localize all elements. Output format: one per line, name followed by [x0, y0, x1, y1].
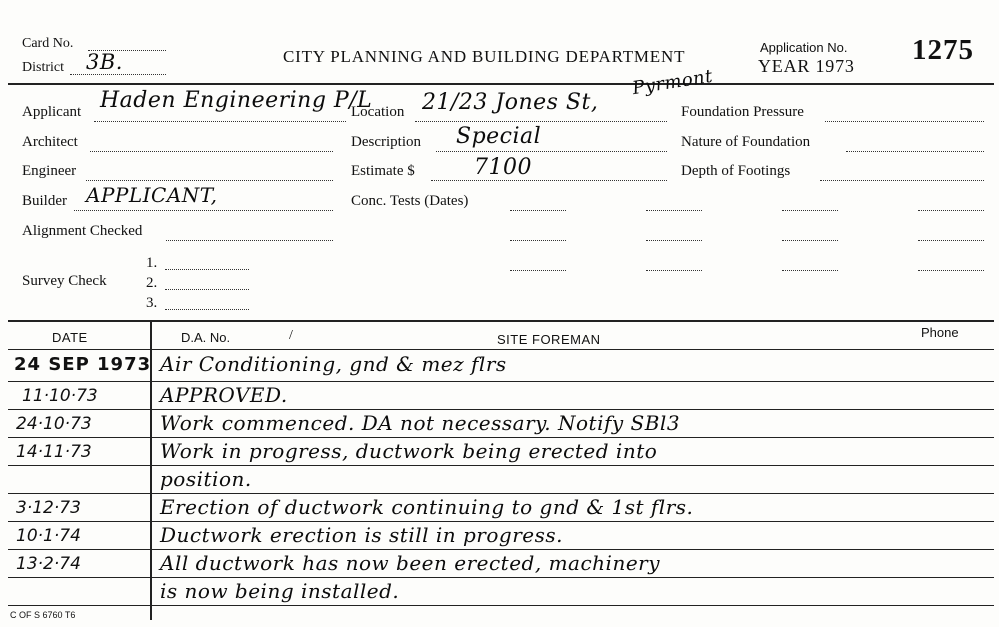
alignment-label: Alignment Checked: [22, 223, 143, 239]
district-label: District: [22, 60, 64, 75]
survey-2-dots: [165, 289, 249, 290]
year-label: YEAR 1973: [758, 56, 855, 76]
log-entry-text: Air Conditioning, gnd & mez flrs: [160, 352, 507, 376]
log-entry-date: 11·10·73: [22, 386, 98, 406]
row-rule-3: [8, 437, 994, 438]
survey-label: Survey Check: [22, 273, 107, 289]
row-rule-8: [8, 577, 994, 578]
nature-foundation-dots: [846, 151, 984, 152]
log-entry-text: All ductwork has now been erected, machinery: [160, 551, 661, 575]
district-dots: [70, 74, 166, 75]
date-header: DATE: [52, 330, 88, 345]
description-dots: [436, 151, 667, 152]
log-entry-date: 24·10·73: [16, 414, 92, 434]
location-dots: [415, 121, 667, 122]
log-entry-text: APPROVED.: [160, 383, 288, 407]
phone-header: Phone: [921, 325, 959, 340]
header-rule: [8, 83, 994, 85]
survey-3-label: 3.: [146, 295, 158, 311]
row-rule-6: [8, 521, 994, 522]
application-number: 1275: [912, 34, 974, 66]
conc-dots-6: [646, 240, 702, 241]
foundation-pressure-label: Foundation Pressure: [681, 104, 804, 120]
builder-value: APPLICANT,: [86, 183, 218, 207]
description-value: Special: [456, 124, 542, 149]
log-entry-text: is now being installed.: [160, 579, 400, 603]
log-entry-date: 24 SEP 1973: [14, 354, 152, 375]
builder-label: Builder: [22, 193, 67, 209]
depth-footings-dots: [820, 180, 984, 181]
survey-2-label: 2.: [146, 275, 158, 291]
row-rule-1: [8, 381, 994, 382]
log-top-rule: [8, 320, 994, 322]
architect-label: Architect: [22, 134, 78, 150]
log-entry-text: Erection of ductwork continuing to gnd & 1st flrs.: [160, 495, 694, 519]
foundation-pressure-dots: [825, 121, 984, 122]
conc-dots-5: [510, 240, 566, 241]
engineer-label: Engineer: [22, 163, 77, 179]
log-entry-date: 14·11·73: [16, 442, 92, 462]
architect-dots: [90, 151, 333, 152]
conc-dots-4: [918, 210, 984, 211]
alignment-dots: [166, 240, 333, 241]
log-header-rule: [8, 349, 994, 350]
conc-dots-12: [918, 270, 984, 271]
conc-dots-7: [782, 240, 838, 241]
log-entry-text: position.: [160, 467, 252, 491]
card-no-label: Card No.: [22, 36, 74, 51]
row-rule-5: [8, 493, 994, 494]
conc-dots-9: [510, 270, 566, 271]
site-foreman-header: SITE FOREMAN: [497, 332, 601, 347]
log-entry-text: Ductwork erection is still in progress.: [160, 523, 563, 547]
estimate-label: Estimate $: [351, 163, 415, 179]
survey-1-label: 1.: [146, 255, 158, 271]
form-code: C OF S 6760 T6: [10, 610, 76, 620]
location-value: 21/23 Jones St,: [422, 90, 599, 115]
application-no-label: Application No.: [760, 40, 848, 55]
row-rule-7: [8, 549, 994, 550]
survey-3-dots: [165, 309, 249, 310]
conc-tests-label: Conc. Tests (Dates): [351, 193, 469, 209]
builder-dots: [74, 210, 333, 211]
engineer-dots: [86, 180, 333, 181]
location-suburb: Pyrmont: [630, 65, 715, 100]
survey-1-dots: [165, 269, 249, 270]
log-entry-text: Work commenced. DA not necessary. Notify SBl3: [160, 411, 681, 435]
nature-foundation-label: Nature of Foundation: [681, 134, 811, 150]
da-slash: /: [289, 328, 293, 343]
district-value: 3B.: [86, 50, 123, 74]
location-label: Location: [351, 104, 405, 120]
applicant-label: Applicant: [22, 104, 82, 120]
estimate-dots: [431, 180, 667, 181]
department-title: CITY PLANNING AND BUILDING DEPARTMENT: [283, 47, 686, 66]
conc-dots-10: [646, 270, 702, 271]
da-no-header: D.A. No.: [181, 330, 231, 345]
log-entry-text: Work in progress, ductwork being erected into: [160, 439, 658, 463]
conc-dots-1: [510, 210, 566, 211]
log-entry-date: 10·1·74: [16, 526, 81, 546]
conc-dots-11: [782, 270, 838, 271]
applicant-dots: [94, 121, 346, 122]
row-rule-2: [8, 409, 994, 410]
conc-dots-8: [918, 240, 984, 241]
log-entry-date: 3·12·73: [16, 498, 81, 518]
log-entry-date: 13·2·74: [16, 554, 81, 574]
row-rule-4: [8, 465, 994, 466]
row-rule-9: [8, 605, 994, 606]
conc-dots-2: [646, 210, 702, 211]
description-label: Description: [351, 134, 421, 150]
estimate-value: 7100: [474, 155, 532, 180]
applicant-value: Haden Engineering P/L: [100, 88, 373, 113]
conc-dots-3: [782, 210, 838, 211]
depth-footings-label: Depth of Footings: [681, 163, 791, 179]
